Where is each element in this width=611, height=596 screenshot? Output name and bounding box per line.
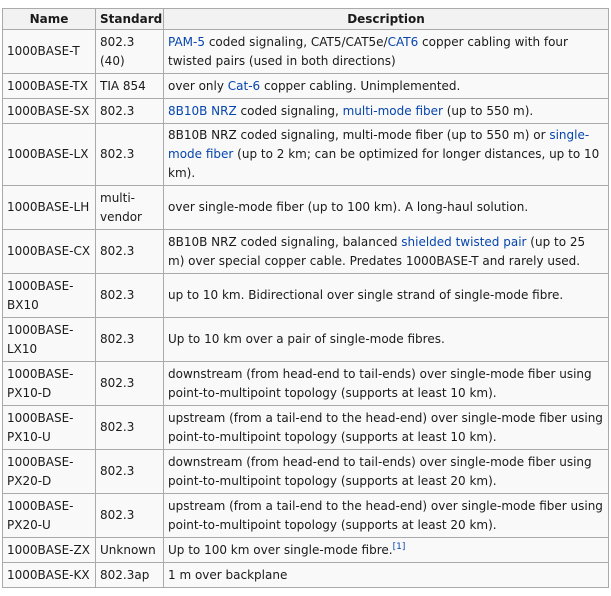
wiki-link[interactable]: 8B10B NRZ [168,103,237,118]
cell-name: 1000BASE-T [3,30,96,74]
description-text: coded signaling, [236,103,343,118]
cell-description [164,563,609,588]
cell-name: 1000BASE-PX10-D [3,362,96,406]
cell-name: 1000BASE-SX [3,99,96,124]
description-text: Up to 10 km over a pair of single-mode fibres. [168,332,445,346]
cell-standard: TIA 854 [96,74,164,99]
cell-standard: 802.3 [96,318,164,362]
description-text: copper cabling. Unimplemented. [260,78,461,93]
cell-description [164,362,609,406]
cell-name: 1000BASE-TX [3,74,96,99]
cell-description [164,186,609,230]
description-text: 8B10B NRZ coded signaling, balanced [168,234,402,249]
cell-description [164,318,609,362]
table-body [3,30,609,588]
cell-name: 1000BASE-PX20-U [3,494,96,538]
citation-superscript [393,542,406,552]
wiki-link[interactable]: PAM-5 [168,34,205,49]
description-text: (up to 25 m) over special copper cable. Predates 1000BASE-T and rarely used. [168,234,586,268]
wiki-link[interactable]: CAT6 [387,34,419,49]
table-row [3,563,609,588]
cell-name: 1000BASE-CX [3,230,96,274]
column-header-name: Name [3,9,96,30]
table-row [3,186,609,230]
description-text: 1 m over backplane [168,567,288,582]
cell-description [164,30,609,74]
wiki-link[interactable]: Cat-6 [227,78,261,93]
description-text: over only [168,78,228,93]
cell-standard: 802.3 [96,450,164,494]
description-text: coded signaling, CAT5/CAT5e/ [205,34,388,49]
cell-standard: 802.3 [96,406,164,450]
description-text: copper cabling with four twisted pairs (used in both directions) [168,34,568,68]
wiki-link[interactable]: shielded twisted pair [401,234,527,249]
description-text: downstream (from head-end to tail-ends) over single-mode fiber using point-to-multipoint topology (supports at least 10 km). [168,366,592,400]
table-row [3,450,609,494]
cell-description [164,538,609,563]
table-row [3,538,609,563]
table-header-row [3,9,609,30]
description-text: (up to 2 km; can be optimized for longer distances, up to 10 km). [168,147,600,180]
table-row [3,30,609,74]
cell-name: 1000BASE-KX [3,563,96,588]
ethernet-standards-table [2,8,609,588]
column-header-description: Description [164,9,609,30]
citation-link[interactable]: [1] [392,541,406,552]
description-text: (up to 550 m). [442,103,534,118]
description-text: 8B10B NRZ coded signaling, multi-mode fiber (up to 550 m) or [168,128,550,142]
wiki-link[interactable]: single-mode fiber [168,128,590,161]
description-text: up to 10 km. Bidirectional over single strand of single-mode fibre. [168,288,564,302]
description-text: upstream (from a tail-end to the head-end) over single-mode fiber using point-to-multipoint topology (supports at least 20 km). [168,498,603,532]
table-row [3,494,609,538]
cell-name: 1000BASE-ZX [3,538,96,563]
cell-name: 1000BASE-LX10 [3,318,96,362]
cell-standard: 802.3 [96,362,164,406]
table-row [3,74,609,99]
cell-name: 1000BASE-LX [3,124,96,186]
cell-description [164,74,609,99]
description-text: downstream (from head-end to tail-ends) over single-mode fiber using point-to-multipoint topology (supports at least 20 km). [168,454,592,488]
cell-standard: Unknown [96,538,164,563]
cell-name: 1000BASE-BX10 [3,274,96,318]
cell-name: 1000BASE-PX20-D [3,450,96,494]
cell-standard: multi-vendor [96,186,164,230]
cell-description [164,124,609,186]
description-text: over single-mode fiber (up to 100 km). A long-haul solution. [168,200,529,214]
cell-standard: 802.3 [96,124,164,186]
description-text: upstream (from a tail-end to the head-end) over single-mode fiber using point-to-multipoint topology (supports at least 10 km). [168,410,603,444]
table-row [3,124,609,186]
table-row [3,230,609,274]
cell-description [164,230,609,274]
cell-standard: 802.3 (40) [96,30,164,74]
cell-standard: 802.3 [96,494,164,538]
cell-standard: 802.3 [96,274,164,318]
wiki-link[interactable]: multi-mode fiber [342,103,443,118]
cell-name: 1000BASE-PX10-U [3,406,96,450]
table-row [3,274,609,318]
cell-standard: 802.3 [96,99,164,124]
description-text: Up to 100 km over single-mode fibre. [168,542,393,557]
cell-description [164,274,609,318]
table-row [3,406,609,450]
cell-standard: 802.3ap [96,563,164,588]
cell-standard: 802.3 [96,230,164,274]
cell-description [164,450,609,494]
table-row [3,99,609,124]
cell-description [164,494,609,538]
cell-name: 1000BASE-LH [3,186,96,230]
table-row [3,318,609,362]
cell-description [164,99,609,124]
column-header-standard: Standard [96,9,164,30]
table-row [3,362,609,406]
cell-description [164,406,609,450]
